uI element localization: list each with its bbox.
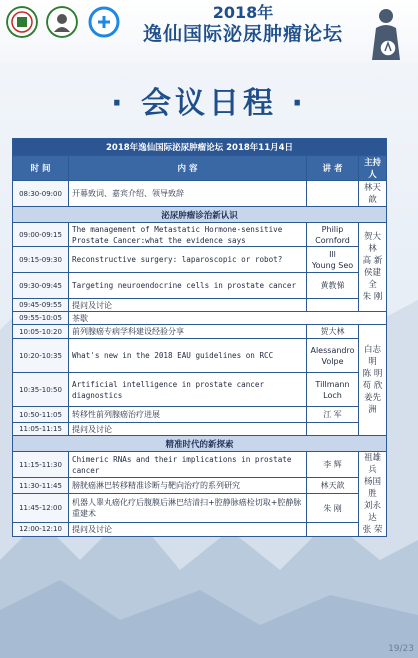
forum-logo-icon — [88, 6, 120, 38]
row-speaker: 李 辉 — [307, 452, 359, 478]
table-row — [13, 522, 387, 536]
row-content: The management of Metastatic Hormone-sensitive Prostate Cancer:what the evidence says — [69, 223, 307, 247]
schedule-banner-row — [13, 139, 387, 156]
row-content: 提问及讨论 — [69, 522, 307, 536]
section-header-row — [13, 436, 387, 452]
row-content: Artificial intelligence in prostate cancer diagnostics — [69, 373, 307, 407]
table-row — [13, 223, 387, 247]
header-title — [118, 4, 368, 46]
row-speaker — [307, 522, 359, 536]
row-time: 09:30-09:45 — [13, 273, 69, 299]
row-content: 提问及讨论 — [69, 299, 307, 312]
table-row — [13, 273, 387, 299]
section-host: 祖雄兵 杨国胜 刘永达 张 荣 — [359, 452, 387, 537]
row-content: 膀胱癌淋巴转移精准诊断与靶向治疗的系列研究 — [69, 478, 307, 494]
row-time: 11:45-12:00 — [13, 494, 69, 522]
page-number: 19/23 — [388, 644, 414, 654]
row-speaker: Philip Cornford — [307, 223, 359, 247]
header-forum-name: 逸仙国际泌尿肿瘤论坛 — [142, 23, 343, 45]
schedule-table — [12, 138, 387, 537]
row-time: 11:15-11:30 — [13, 452, 69, 478]
row-speaker: 江 军 — [307, 407, 359, 423]
column-header-content: 内 容 — [69, 156, 307, 181]
row-content: 机器人睾丸癌化疗后腹膜后淋巴结清扫+腔静脉癌栓切取+腔静脉重建术 — [69, 494, 307, 522]
column-header-speaker: 讲 者 — [307, 156, 359, 181]
row-speaker: Alessandro Volpe — [307, 339, 359, 373]
row-time: 09:00-09:15 — [13, 223, 69, 247]
column-header-row — [13, 156, 387, 181]
section-title: 精准时代的新探索 — [13, 436, 387, 452]
page-title: · 会议日程 · — [111, 86, 307, 121]
column-header-host: 主持人 — [359, 156, 387, 181]
row-speaker: Ill Young Seo — [307, 247, 359, 273]
row-content: Reconstructive surgery: laparoscopic or robot? — [69, 247, 307, 273]
column-header-time: 时 间 — [13, 156, 69, 181]
table-row — [13, 452, 387, 478]
table-row — [13, 181, 387, 207]
section-host: 白志明 陈 明 苟 欣 姜先洲 — [359, 325, 387, 436]
row-time: 09:15-09:30 — [13, 247, 69, 273]
table-row — [13, 312, 387, 325]
row-speaker: Tillmann Loch — [307, 373, 359, 407]
table-row — [13, 339, 387, 373]
table-row — [13, 423, 387, 436]
row-content: 前列腺癌专病学科建设经验分享 — [69, 325, 307, 339]
row-content: 开幕致词、嘉宾介绍、领导致辞 — [69, 181, 307, 207]
row-speaker — [307, 299, 359, 312]
row-time: 10:35-10:50 — [13, 373, 69, 407]
header-year: 2018年 — [212, 3, 274, 22]
section-title: 泌尿肿瘤诊治新认识 — [13, 207, 387, 223]
statue-icon — [358, 4, 414, 60]
row-speaker: 黄教悌 — [307, 273, 359, 299]
forum-header — [0, 0, 418, 62]
table-row — [13, 247, 387, 273]
row-speaker: 朱 刚 — [307, 494, 359, 522]
row-time: 11:30-11:45 — [13, 478, 69, 494]
table-row — [13, 299, 387, 312]
row-time: 10:05-10:20 — [13, 325, 69, 339]
row-content: 茶歇 — [69, 312, 387, 325]
row-time: 08:30-09:00 — [13, 181, 69, 207]
schedule-banner: 2018年逸仙国际泌尿肿瘤论坛 2018年11月4日 — [13, 139, 387, 156]
row-time: 10:20-10:35 — [13, 339, 69, 373]
table-row — [13, 325, 387, 339]
row-content: What's new in the 2018 EAU guidelines on RCC — [69, 339, 307, 373]
row-time: 12:00-12:10 — [13, 522, 69, 536]
table-row — [13, 494, 387, 522]
row-time: 11:05-11:15 — [13, 423, 69, 436]
row-content: 转移性前列腺癌治疗进展 — [69, 407, 307, 423]
row-speaker: 贺大林 — [307, 325, 359, 339]
row-content: Targeting neuroendocrine cells in prostate cancer — [69, 273, 307, 299]
section-header-row — [13, 207, 387, 223]
university-logo-icon — [6, 6, 38, 38]
row-speaker — [307, 423, 359, 436]
row-host: 林天歆 — [359, 181, 387, 207]
row-time: 09:45-09:55 — [13, 299, 69, 312]
hospital-logo-icon — [46, 6, 78, 38]
row-speaker — [307, 181, 359, 207]
section-host: 贺大林 高 新 侯建全 朱 刚 — [359, 223, 387, 312]
row-content: Chimeric RNAs and their implications in prostate cancer — [69, 452, 307, 478]
table-row — [13, 478, 387, 494]
row-time: 09:55-10:05 — [13, 312, 69, 325]
row-content: 提问及讨论 — [69, 423, 307, 436]
table-row — [13, 373, 387, 407]
row-speaker: 林天歆 — [307, 478, 359, 494]
row-time: 10:50-11:05 — [13, 407, 69, 423]
table-row — [13, 407, 387, 423]
